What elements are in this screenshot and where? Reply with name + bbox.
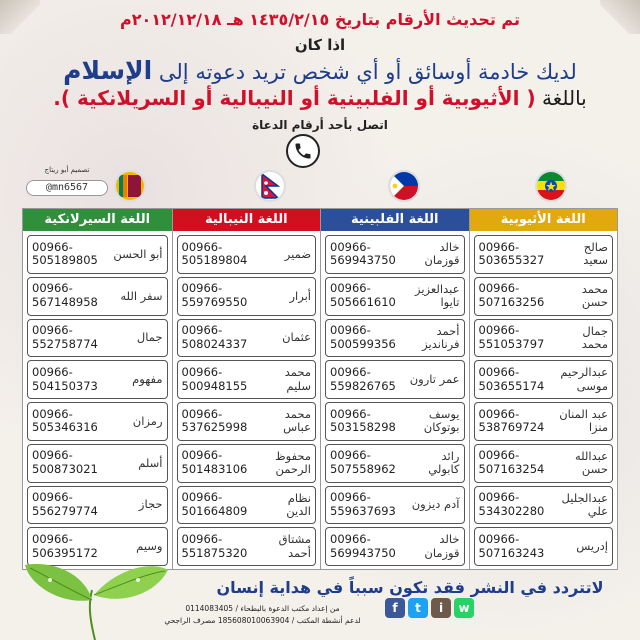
- contact-name: مفهوم: [132, 372, 163, 387]
- column-cells: [470, 231, 618, 569]
- designer-handle: @mn6567: [26, 180, 108, 196]
- contact-phone[interactable]: 00966-552758774: [32, 323, 98, 351]
- contact-phone[interactable]: 00966-537625998: [181, 406, 248, 435]
- contact-cell: [325, 360, 465, 399]
- contact-cell: [27, 444, 168, 483]
- contact-cell: [27, 277, 168, 316]
- contact-name: رائد كابولي: [428, 448, 460, 477]
- contact-cell: [27, 360, 168, 399]
- contact-phone[interactable]: 00966-503655327: [478, 239, 545, 268]
- footer-slogan: لاتتردد في النشر فقد تكون سبباً في هداية إنسان: [216, 578, 604, 597]
- contact-cell: [325, 235, 465, 274]
- contact-phone[interactable]: 00966-507163243: [478, 531, 545, 560]
- contact-name: يوسف بوتوكان: [423, 407, 460, 435]
- contact-name: عبدالعزيز تايوا: [414, 281, 460, 310]
- contact-cell: [177, 527, 317, 566]
- contact-phone[interactable]: 00966-569943750: [330, 531, 396, 560]
- contact-phone[interactable]: 00966-551053797: [478, 323, 545, 351]
- contact-phone[interactable]: 00966-501483106: [181, 448, 248, 477]
- column-filipino: [320, 209, 469, 569]
- contact-cell: [474, 235, 614, 274]
- contact-name: صالح سعيد: [583, 240, 608, 268]
- contact-cell: [177, 444, 317, 483]
- contact-phone[interactable]: 00966-503655174: [478, 364, 545, 393]
- contact-cell: [27, 319, 168, 358]
- contact-phone[interactable]: 00966-534302280: [478, 490, 545, 518]
- contact-phone[interactable]: 00966-505346316: [32, 406, 98, 435]
- contact-phone[interactable]: 00966-507163254: [478, 448, 545, 477]
- contact-cell: [474, 319, 614, 358]
- contact-name: عثمان: [282, 330, 311, 345]
- contact-name: خالد قوزمان: [424, 532, 460, 560]
- contact-name: مشتاق أحمد: [278, 532, 311, 560]
- contact-cell: [177, 235, 317, 274]
- contact-name: أحمد فرنانديز: [422, 323, 460, 351]
- contact-name: ضمير: [284, 246, 311, 261]
- invite-heading: [0, 56, 640, 85]
- leaves-decoration: [20, 560, 170, 640]
- office-info: من إعداد مكتب الدعوة بالبطحاء / 0114083405: [185, 604, 340, 613]
- contact-cell: [474, 277, 614, 316]
- column-nepali: [172, 209, 321, 569]
- contact-name: محمد سليم: [284, 365, 311, 393]
- contact-phone[interactable]: 00966-569943750: [330, 239, 396, 268]
- column-header-nepali: اللغة النيبالية: [173, 209, 321, 231]
- contact-phone[interactable]: 00966-505661610: [330, 281, 396, 310]
- contact-cell: [27, 402, 168, 441]
- column-srilankan: [23, 209, 172, 569]
- contact-phone[interactable]: 00966-500873021: [32, 448, 98, 477]
- contact-name: خالد قوزمان: [424, 240, 460, 268]
- contact-phone[interactable]: 00966-507163256: [478, 281, 545, 310]
- bank-info: لدعم أنشطة المكتب / 185608010063904 مصرف الراجحي: [164, 616, 361, 625]
- contact-name: عمر تارون: [409, 372, 460, 387]
- contact-cell: [177, 277, 317, 316]
- contact-name: محمد حسن: [581, 281, 608, 310]
- contact-phone[interactable]: 00966-504150373: [32, 364, 98, 393]
- philippines-flag-icon: [388, 170, 420, 202]
- contact-cell: [325, 402, 465, 441]
- languages-prefix: باللغة: [541, 86, 587, 110]
- contact-phone[interactable]: 00966-556279774: [32, 490, 98, 518]
- facebook-icon[interactable]: f: [385, 598, 405, 618]
- contact-name: إدريس: [576, 539, 608, 554]
- contacts-table: [22, 208, 618, 570]
- whatsapp-icon[interactable]: w: [454, 598, 474, 618]
- contact-cell: [474, 486, 614, 525]
- invite-prefix: لديك خادمة أوسائق أو أي شخص تريد دعوته إلى: [158, 60, 577, 84]
- contact-name: سفر الله: [120, 288, 163, 303]
- contact-cell: [177, 486, 317, 525]
- islam-word: الإسلام: [63, 56, 153, 85]
- contact-name: آدم ديزون: [411, 497, 460, 512]
- instagram-icon[interactable]: i: [431, 598, 451, 618]
- contact-phone[interactable]: 00966-506395172: [32, 531, 98, 560]
- contact-name: عبدالجليل علي: [561, 490, 608, 518]
- update-date-heading: تم تحديث الأرقام بتاريخ ١٤٣٥/٢/١٥ هـ ٢٠١٢/١٢/١٨م: [120, 10, 520, 29]
- contact-phone[interactable]: 00966-559769550: [181, 281, 248, 310]
- column-cells: [23, 231, 172, 569]
- contact-name: حجاز: [138, 497, 163, 512]
- contact-phone[interactable]: 00966-500599356: [330, 323, 396, 351]
- contact-name: أسلم: [138, 455, 163, 470]
- contact-phone[interactable]: 00966-505189805: [32, 239, 98, 268]
- contact-name: محمد عباس: [283, 407, 311, 435]
- contact-phone[interactable]: 00966-559637693: [330, 490, 396, 518]
- phone-icon: [286, 134, 320, 168]
- column-cells: [321, 231, 469, 569]
- sri-lanka-flag-icon: [114, 170, 146, 202]
- column-ethiopian: [469, 209, 618, 569]
- contact-phone[interactable]: 00966-508024337: [181, 323, 248, 351]
- nepal-flag-icon: [254, 170, 286, 202]
- contact-name: رمزان: [132, 413, 163, 428]
- contact-phone[interactable]: 00966-507558962: [330, 448, 396, 477]
- contact-name: جمال محمد: [581, 323, 608, 351]
- contact-cell: [325, 319, 465, 358]
- if-heading: اذا كان: [294, 36, 346, 54]
- contact-cell: [325, 527, 465, 566]
- contact-phone[interactable]: 00966-551875320: [181, 531, 248, 560]
- contact-name: نظام الدين: [286, 490, 311, 518]
- contact-cell: [474, 402, 614, 441]
- languages-list: ( الأثيوبية أو الفلبينية أو النيبالية أو السريلانكية ).: [53, 86, 536, 110]
- contact-name: عبد المنان منزا: [559, 407, 608, 435]
- contact-cell: [474, 360, 614, 399]
- column-header-srilankan: اللغة السيرلانكية: [23, 209, 172, 231]
- contact-name: محفوظ الرحمن: [275, 448, 311, 477]
- contact-cell: [325, 444, 465, 483]
- contact-name: وسيم: [136, 539, 163, 554]
- contact-cell: [474, 444, 614, 483]
- twitter-icon[interactable]: t: [408, 598, 428, 618]
- languages-heading: [0, 86, 640, 110]
- contact-cell: [27, 486, 168, 525]
- contact-phone[interactable]: 00966-503158298: [330, 406, 396, 435]
- column-header-ethiopian: اللغة الأثيوبية: [470, 209, 618, 231]
- contact-name: عبدالله حسن: [574, 448, 608, 477]
- contact-phone[interactable]: 00966-505189804: [181, 239, 248, 268]
- contact-phone[interactable]: 00966-538769724: [478, 406, 545, 435]
- contact-instruction: اتصل بأحد أرقام الدعاة: [252, 118, 388, 132]
- column-header-filipino: اللغة الفلبينية: [321, 209, 469, 231]
- contact-cell: [474, 527, 614, 566]
- contact-cell: [325, 486, 465, 525]
- social-icons: [385, 598, 474, 618]
- contact-phone[interactable]: 00966-567148958: [32, 281, 98, 310]
- contact-cell: [325, 277, 465, 316]
- contact-cell: [177, 360, 317, 399]
- ethiopia-flag-icon: [535, 170, 567, 202]
- column-cells: [173, 231, 321, 569]
- contact-name: عبدالرحيم موسى: [560, 365, 608, 393]
- contact-name: أبو الحسن: [113, 246, 163, 261]
- contact-name: أبرار: [289, 288, 311, 303]
- contact-cell: [177, 402, 317, 441]
- contact-name: جمال: [136, 330, 163, 345]
- contact-phone[interactable]: 00966-501664809: [181, 490, 248, 518]
- contact-phone[interactable]: 00966-500948155: [181, 364, 248, 393]
- contact-phone[interactable]: 00966-559826765: [330, 364, 396, 393]
- contact-cell: [177, 319, 317, 358]
- designer-credit: تصميم أبو ريتاج: [44, 166, 90, 174]
- contact-cell: [27, 235, 168, 274]
